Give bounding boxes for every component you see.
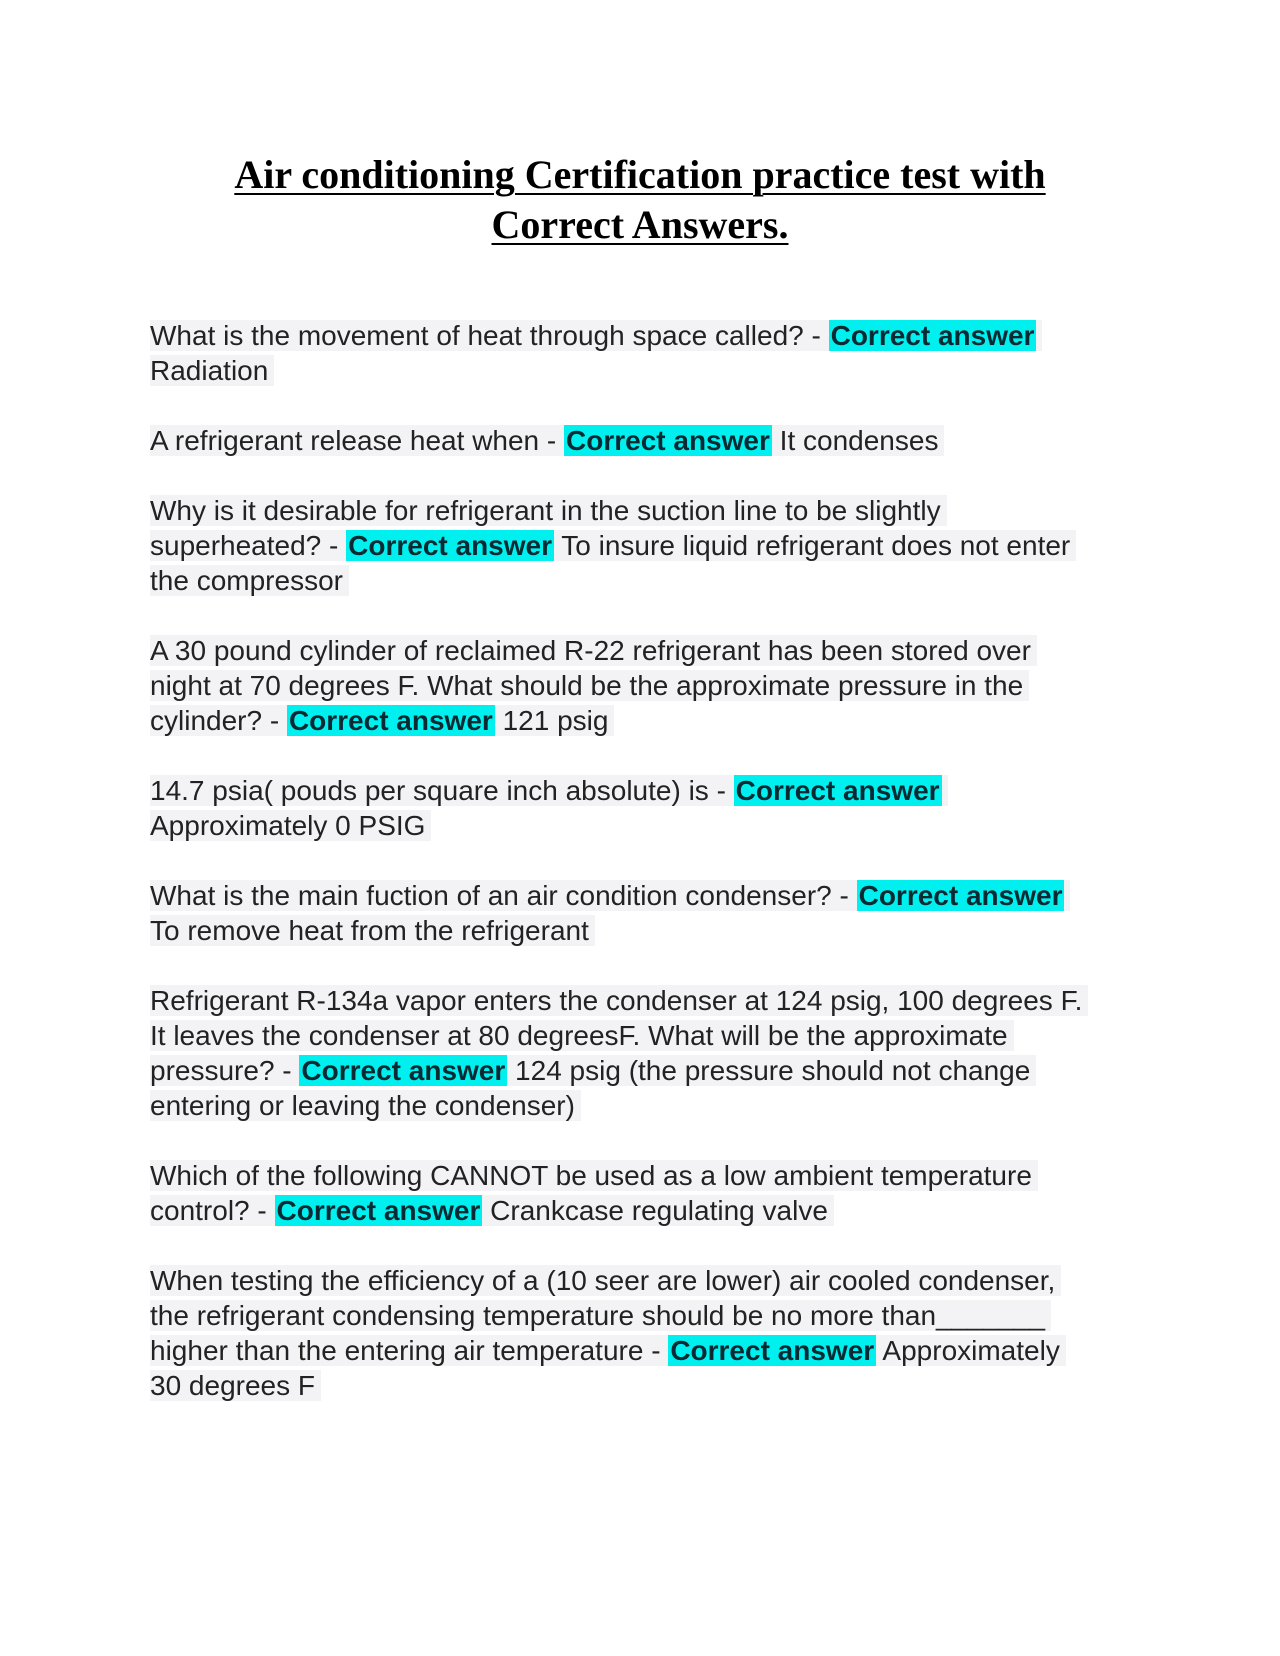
qa-line-text: [150, 1300, 1051, 1331]
qa-text: higher than the entering air temperature -: [150, 1335, 669, 1366]
qa-line-text: [150, 1090, 581, 1121]
qa-text: It leaves the condenser at 80 degreesF. What will be the approximate: [150, 1020, 1008, 1051]
qa-line: [150, 983, 1140, 1018]
qa-item: [150, 1263, 1140, 1403]
correct-answer-label: Correct answer: [735, 775, 940, 806]
qa-line-text: [150, 1160, 1038, 1191]
qa-line-text: [150, 495, 947, 526]
qa-text: What is the main fuction of an air condition condenser? -: [150, 880, 857, 911]
qa-line-text: [150, 810, 431, 841]
qa-answer-text: 121 psig: [494, 705, 609, 736]
correct-answer-label: Correct answer: [301, 1055, 506, 1086]
page-title: [150, 150, 1130, 250]
qa-line-text: [150, 775, 948, 806]
qa-text: cylinder? -: [150, 705, 287, 736]
qa-text: A refrigerant release heat when -: [150, 425, 565, 456]
qa-item: [150, 633, 1140, 738]
qa-line: [150, 1368, 1140, 1403]
qa-item: [150, 773, 1140, 843]
qa-text: pressure? -: [150, 1055, 300, 1086]
correct-answer-label: Correct answer: [830, 320, 1035, 351]
qa-line-text: [150, 565, 349, 596]
qa-line: [150, 1053, 1140, 1088]
qa-text: superheated? -: [150, 530, 347, 561]
qa-item: [150, 878, 1140, 948]
qa-line-text: [150, 635, 1037, 666]
qa-item: [150, 423, 1140, 458]
qa-text: 30 degrees F: [150, 1370, 315, 1401]
qa-line: [150, 1193, 1140, 1228]
qa-line-text: [150, 1335, 1066, 1366]
qa-text: When testing the efficiency of a (10 seer are lower) air cooled condenser,: [150, 1265, 1056, 1296]
qa-line: [150, 528, 1140, 563]
qa-item: [150, 493, 1140, 598]
qa-line: [150, 563, 1140, 598]
qa-text: To remove heat from the refrigerant: [150, 915, 589, 946]
qa-line: [150, 1263, 1140, 1298]
qa-line-text: [150, 705, 614, 736]
correct-answer-label: Correct answer: [670, 1335, 875, 1366]
qa-answer-text: Approximately: [876, 1335, 1060, 1366]
title-line-1: Air conditioning Certification practice test with: [234, 152, 1046, 197]
qa-item: [150, 1158, 1140, 1228]
qa-line: [150, 1018, 1140, 1053]
qa-line: [150, 1088, 1140, 1123]
qa-line: [150, 353, 1140, 388]
qa-line: [150, 913, 1140, 948]
qa-item: [150, 983, 1140, 1123]
qa-line-text: [150, 915, 595, 946]
qa-text: Refrigerant R-134a vapor enters the condenser at 124 psig, 100 degrees F.: [150, 985, 1083, 1016]
qa-line-text: [150, 425, 944, 456]
correct-answer-label: Correct answer: [858, 880, 1063, 911]
qa-text: What is the movement of heat through space called? -: [150, 320, 829, 351]
qa-line-text: [150, 880, 1070, 911]
qa-line: [150, 1333, 1140, 1368]
qa-line-text: [150, 670, 1029, 701]
qa-text: Why is it desirable for refrigerant in the suction line to be slightly: [150, 495, 941, 526]
qa-line: [150, 668, 1140, 703]
qa-list: [150, 318, 1140, 1438]
qa-line: [150, 318, 1140, 353]
qa-answer-text: Crankcase regulating valve: [482, 1195, 828, 1226]
qa-line: [150, 633, 1140, 668]
qa-line: [150, 878, 1140, 913]
qa-text: A 30 pound cylinder of reclaimed R-22 refrigerant has been stored over: [150, 635, 1031, 666]
correct-answer-label: Correct answer: [276, 1195, 481, 1226]
qa-text: the compressor: [150, 565, 343, 596]
qa-text: the refrigerant condensing temperature should be no more than_______: [150, 1300, 1046, 1331]
qa-line: [150, 493, 1140, 528]
qa-text: night at 70 degrees F. What should be the approximate pressure in the: [150, 670, 1024, 701]
qa-line: [150, 808, 1140, 843]
qa-text: Approximately 0 PSIG: [150, 810, 426, 841]
qa-answer-text: To insure liquid refrigerant does not enter: [554, 530, 1071, 561]
qa-text: 14.7 psia( pouds per square inch absolute) is -: [150, 775, 734, 806]
qa-line-text: [150, 355, 274, 386]
qa-line-text: [150, 1055, 1036, 1086]
qa-text: entering or leaving the condenser): [150, 1090, 575, 1121]
correct-answer-label: Correct answer: [288, 705, 493, 736]
qa-answer-text: It condenses: [771, 425, 939, 456]
qa-line-text: [150, 985, 1088, 1016]
qa-answer-text: 124 psig (the pressure should not change: [507, 1055, 1031, 1086]
qa-item: [150, 318, 1140, 388]
qa-line: [150, 1158, 1140, 1193]
qa-line: [150, 1298, 1140, 1333]
qa-line-text: [150, 320, 1042, 351]
qa-text: control? -: [150, 1195, 275, 1226]
qa-line-text: [150, 530, 1076, 561]
correct-answer-label: Correct answer: [348, 530, 553, 561]
correct-answer-label: Correct answer: [566, 425, 770, 456]
qa-line-text: [150, 1370, 321, 1401]
qa-text: Radiation: [150, 355, 269, 386]
qa-line: [150, 773, 1140, 808]
title-line-2: Correct Answers.: [491, 202, 789, 247]
qa-line: [150, 423, 1140, 458]
qa-line-text: [150, 1020, 1014, 1051]
qa-line-text: [150, 1265, 1061, 1296]
qa-text: Which of the following CANNOT be used as a low ambient temperature: [150, 1160, 1032, 1191]
qa-line: [150, 703, 1140, 738]
qa-line-text: [150, 1195, 834, 1226]
